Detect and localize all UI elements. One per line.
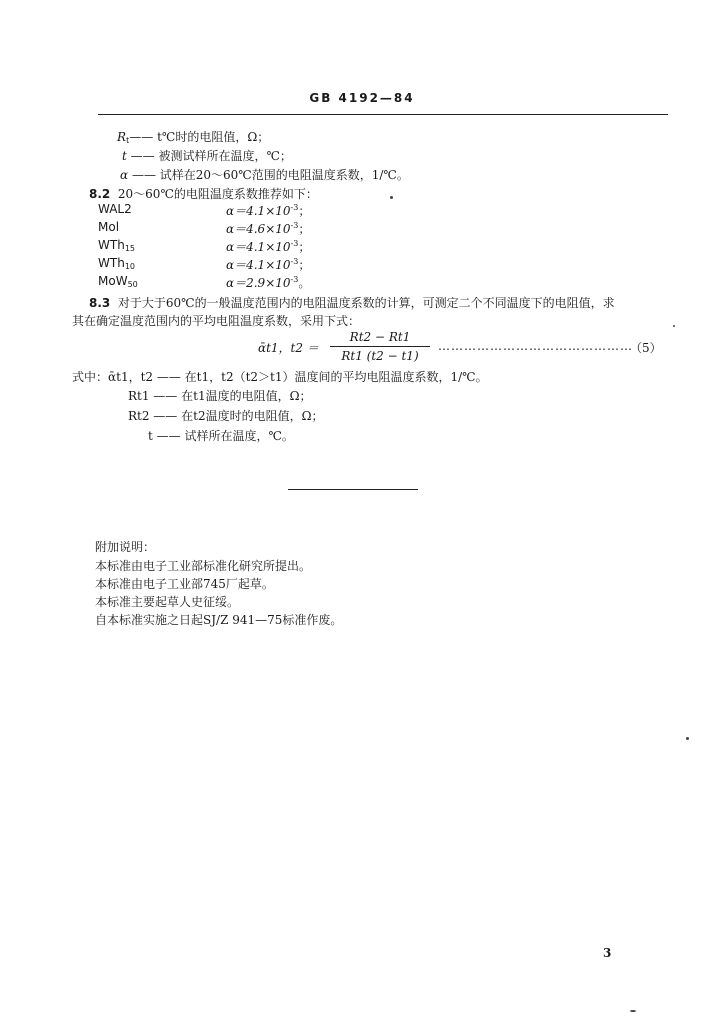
formula-number: （5） [630, 341, 662, 355]
scan-speck [686, 737, 689, 740]
formula-numerator: Rt2 − Rt1 [349, 330, 411, 344]
where-line: Rt1 —— 在t1温度的电阻值，Ω； [128, 389, 312, 403]
notes-line: 本标准主要起草人史征绥。 [95, 595, 240, 609]
scan-speck [390, 196, 393, 199]
coeff-value: $\alpha=4.1\times 10^{-3}$； [226, 203, 311, 218]
section-8-3: 8.3 对于大于60℃的一般温度范围内的电阻温度系数的计算，可测定二个不同温度下的电阻值，求 [89, 296, 615, 310]
where-line: 式中：ᾱt1，t2 —— 在t1，t2（t2＞t1）温度间的平均电阻温度系数，1/℃。 [72, 370, 488, 384]
end-rule [288, 489, 418, 490]
header-rule [98, 114, 668, 115]
notes-line: 自本标准实施之日起SJ/Z 941—75标准作废。 [95, 613, 343, 627]
coeff-value: $\alpha=4.1\times 10^{-3}$； [226, 257, 311, 272]
formula-leader-dots: ……………………………………… [438, 339, 633, 353]
def-alpha: α —— 试样在20～60℃范围的电阻温度系数，1/℃。 [120, 168, 409, 182]
coeff-material: Mol [98, 220, 120, 234]
coeff-material: WTh$_{10}$ [98, 256, 135, 271]
section-8-2: 8.2 20～60℃的电阻温度系数推荐如下： [89, 187, 318, 201]
where-line: Rt2 —— 在t2温度时的电阻值，Ω； [128, 409, 324, 423]
formula-lhs: ᾱt1，t2 ＝ [258, 341, 319, 355]
scan-speck [673, 325, 675, 327]
coeff-value: $\alpha=4.1\times 10^{-3}$； [226, 239, 311, 254]
coeff-material: WTh$_{15}$ [98, 238, 135, 253]
scan-speck [630, 1010, 636, 1012]
coeff-value: $\alpha=4.6\times 10^{-3}$； [226, 221, 311, 236]
coeff-material: WAL2 [98, 202, 132, 216]
formula-denominator: Rt1 (t2 − t1) [341, 349, 419, 363]
where-line: t —— 试样所在温度，℃。 [148, 429, 294, 443]
notes-line: 本标准由电子工业部745厂起草。 [95, 577, 274, 591]
def-temperature: t —— 被测试样所在温度，℃； [122, 149, 292, 163]
formula-fraction [330, 330, 430, 363]
page-header: GB 4192—84 [309, 91, 415, 105]
fraction-bar [330, 346, 430, 347]
def-resistance: $R_t——$ t℃时的电阻值，Ω； [117, 130, 270, 145]
coeff-value: $\alpha=2.9\times 10^{-3}$。 [226, 275, 311, 290]
page-number: 3 [603, 946, 612, 960]
section-8-3-line2: 其在确定温度范围内的平均电阻温度系数，采用下式： [72, 314, 361, 328]
coeff-material: MoW$_{50}$ [98, 274, 138, 289]
notes-title: 附加说明： [95, 540, 156, 554]
notes-line: 本标准由电子工业部标准化研究所提出。 [95, 559, 312, 573]
